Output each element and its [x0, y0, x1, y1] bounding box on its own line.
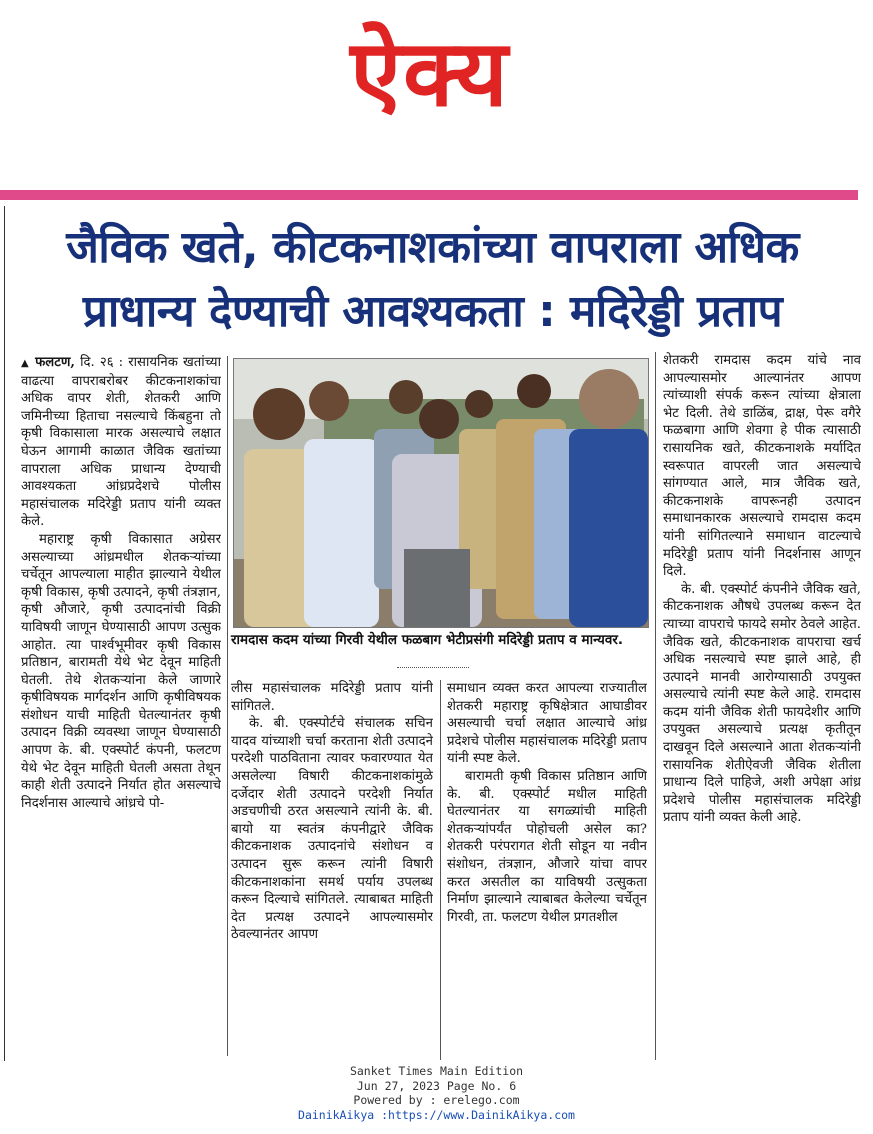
caption-divider	[397, 667, 469, 668]
headline-line-1: जैविक खते, कीटकनाशकांच्या वापराला अधिक	[66, 222, 799, 273]
column-2-paragraph-2: के. बी. एक्स्पोर्टचे संचालक सचिन यादव यांच्याशी चर्चा करताना शेती उत्पादने परदेशी पाठविताना त्यावर फवारण्यात येत असलेल्या विषारी कीटकनाशकांमुळे दर्जेदार शेती उत्पादने परदेशी निर्यात अडचणीची ठरत असल्याने त्यांनी के. बी. बायो या स्वतंत्र कंपनीद्वारे जैविक कीटकनाशक उत्पादनांचे संशोधन व उत्पादन सुरू करून त्यांनी विषारी कीटकनाशकांना समर्थ पर्याय उपलब्ध करून दिल्याचे सांगितले. त्याबाबत माहिती देत प्रत्यक्ष उत्पादने आपल्यासमोर ठेवल्यानंतर आपण	[231, 716, 433, 943]
date-page: Jun 27, 2023 Page No. 6	[356, 1078, 517, 1093]
column-1-paragraph-1	[21, 354, 221, 531]
website-link[interactable]: DainikAikya :https://www.DainikAikya.com	[298, 1107, 575, 1122]
column-divider	[655, 352, 656, 1060]
column-4-paragraph-2: के. बी. एक्स्पोर्ट कंपनीने जैविक खते, कीटकनाशक औषधे उपलब्ध करून देत त्याच्या वापराचे फायदे समोर ठेवले आहेत. जैविक खते, कीटकनाशक वापराचा खर्च अधिक नसल्याचे स्पष्ट झाले आहे, ही उत्पादने मानवी आरोग्यासाठी उपयुक्त असल्याचे त्यांनी स्पष्ट केले आहे. रामदास कदम यांनी जैविक शेती फायदेशीर आणि उपयुक्त असल्याचे प्रत्यक्ष कृतीतून दाखवून दिले असल्याने आता शेतकऱ्यांनी रासायनिक शेतीऐवजी जैविक शेतीला प्राधान्य दिले पाहिजे, अशी अपेक्षा आंध्र प्रदेशचे पोलीस महासंचालक मदिरेड्डी प्रताप यांनी व्यक्त केली आहे.	[663, 581, 861, 826]
masthead	[0, 0, 873, 190]
article-column-4	[663, 352, 861, 1062]
triangle-icon: ▲	[21, 358, 30, 369]
group-photo-illustration	[234, 359, 648, 627]
article-column-2	[231, 680, 433, 1060]
column-1-text-1: रासायनिक खतांच्या वाढत्या वापराबरोबर कीटकनाशकांचा अधिक वापर शेती, शेतकरी आणि जमिनीच्या हिताचा नसल्याचे किंबहुना तो कृषी विकासाला मारक असल्याचे लक्षात घेऊन आगामी काळात जैविक खतांच्या वापराला अधिक प्राधान्य देण्याची आवश्यकता आंध्रप्रदेशचे पोलीस महासंचालक मदिरेड्डी प्रताप यांनी व्यक्त केले.	[21, 355, 221, 530]
page-footer	[0, 1064, 873, 1122]
headline-line-2: प्राधान्य देण्याची आवश्यकता : मदिरेड्डी प्रताप	[82, 286, 783, 337]
dateline: ▲ फलटण,	[21, 355, 76, 370]
article	[4, 206, 860, 1061]
newspaper-logo	[288, 14, 572, 134]
column-1-paragraph-2: महाराष्ट्र कृषी विकासात अग्रेसर असल्याच्या आंध्रमधील शेतकऱ्यांच्या चर्चेतून आपल्याला माहीत झाल्याने येथील कृषी विकास, कृषी उत्पादने, कृषी तंत्रज्ञान, कृषी औजारे, कृषी उत्पादनांची विक्री याविषयी जाणून घेण्यासाठी आपण उत्सुक आहोत. त्या पार्श्वभूमीवर कृषी विकास प्रतिष्ठान, बारामती येथे भेट देवून माहिती घेतली. तेथे शेतकऱ्यांना केले जाणारे कृषीविषयक मार्गदर्शन आणि कृषीविषयक संशोधन याची माहिती घेतल्यानंतर कृषी उत्पादन विक्री व्यवस्था जाणून घेण्यासाठी आपण के. बी. एक्स्पोर्ट कंपनी, फलटण येथे भेट देवून माहिती घेतली असता तेथून काही शेती उत्पादने निर्यात होत असल्याचे निदर्शनास आल्याचे आंध्रचे पो-	[21, 531, 221, 811]
date: दि. २६ :	[80, 355, 124, 370]
newspaper-title: ऐक्य	[350, 20, 510, 127]
column-4-paragraph-1: शेतकरी रामदास कदम यांचे नाव आपल्यासमोर आल्यानंतर आपण त्यांच्याशी संपर्क करून त्यांच्या क्षेत्राला भेट दिली. तेथे डाळिंब, द्राक्ष, पेरू वगैरे फळबागा आणि शेवगा हे पीक त्यासाठी रासायनिक खते, कीटकनाशके मर्यादित स्वरूपात वापरली जात असल्याचे सांगण्यात आले, मात्र जैविक खते, कीटकनाशके वापरूनही उत्पादन समाधानकारक असल्याचे रामदास कदम यांनी सांगितल्याने समाधान वाटल्याचे मदिरेड्डी प्रताप यांनी निदर्शनास आणून दिले.	[663, 353, 861, 580]
edition-name: Sanket Times Main Edition	[349, 1064, 524, 1078]
column-divider	[227, 356, 228, 1056]
powered-by: Powered by : erelego.com	[353, 1093, 520, 1107]
column-2-paragraph-1: लीस महासंचालक मदिरेड्डी प्रताप यांनी सांगितले.	[231, 681, 433, 714]
headline	[5, 216, 860, 344]
column-3-paragraph-1: समाधान व्यक्त करत आपल्या राज्यातील शेतकरी महाराष्ट्र कृषिक्षेत्रात आघाडीवर असल्याची चर्चा लक्षात आल्याचे आंध्र प्रदेशचे पोलीस महासंचालक मदिरेड्डी प्रताप यांनी स्पष्ट केले.	[447, 681, 647, 767]
article-column-3	[447, 680, 647, 1060]
masthead-divider	[0, 190, 858, 200]
column-divider	[440, 680, 441, 1060]
photo-caption: रामदास कदम यांच्या गिरवी येथील फळबाग भेटीप्रसंगी मदिरेड्डी प्रताप व मान्यवर.	[231, 632, 624, 648]
news-photo	[233, 358, 649, 628]
article-column-1	[21, 354, 221, 1054]
column-3-paragraph-2: बारामती कृषी विकास प्रतिष्ठान आणि के. बी. एक्स्पोर्ट मधील माहिती घेतल्यानंतर या सगळ्यांची माहिती शेतकऱ्यांपर्यंत पोहोचली असेल का? शेतकरी परंपरागत शेती सोडून या नवीन संशोधन, तंत्रज्ञान, औजारे यांचा वापर करत असतील का याविषयी उत्सुकता निर्माण झाल्याने त्याबाबत केलेल्या चर्चेतून गिरवी, ता. फलटण येथील प्रगतशील	[447, 768, 647, 925]
